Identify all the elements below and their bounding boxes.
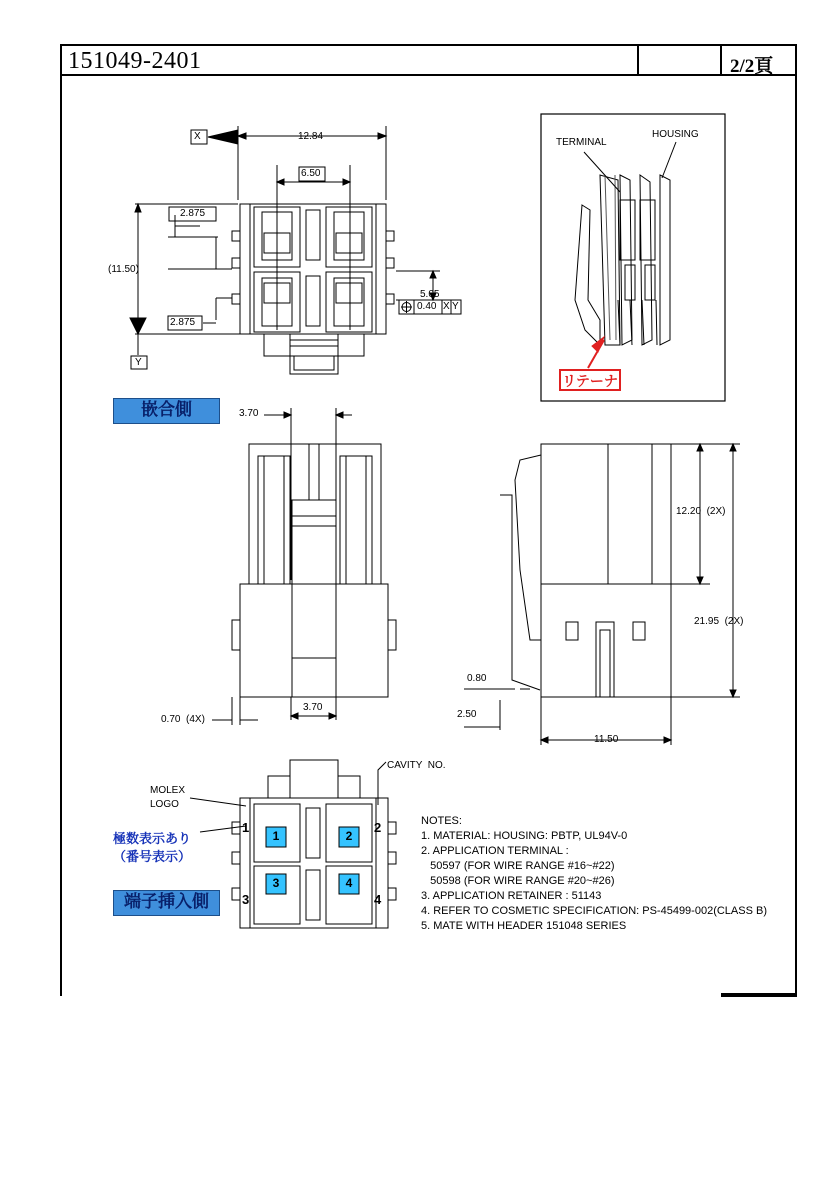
tolerance-ref-y: Y (452, 301, 459, 312)
dim-offset-bottom: 2.875 (170, 317, 196, 328)
datum-y-label: Y (135, 357, 142, 368)
side-dim-080: 0.80 (467, 673, 487, 684)
dim-offset-top: 2.875 (180, 208, 206, 219)
mating-side-badge: 嵌合側 (113, 398, 220, 424)
front-view (212, 408, 396, 725)
side-dim-upper: 12.20 (2X) (676, 506, 726, 517)
page-number: 2/2頁 (730, 56, 774, 77)
cavity-no-label: CAVITY NO. (387, 760, 446, 771)
dim-pitch-v: 5.05 (420, 289, 440, 300)
note-item: 50597 (FOR WIRE RANGE #16~#22) (421, 860, 615, 872)
number-note: （番号表示） (113, 850, 192, 865)
part-number: 151049-2401 (68, 48, 202, 74)
top-view (130, 126, 461, 374)
note-item: 2. APPLICATION TERMINAL : (421, 845, 569, 857)
note-item: 3. APPLICATION RETAINER : 51143 (421, 890, 602, 902)
tolerance-ref-x: X (443, 301, 450, 312)
pin-label-2: 2 (374, 820, 382, 835)
pin-label-4: 4 (374, 892, 382, 907)
note-item: 1. MATERIAL: HOUSING: PBTP, UL94V-0 (421, 830, 628, 842)
dim-pitch-h: 6.50 (301, 168, 321, 179)
pin-label-3: 3 (242, 892, 250, 907)
tolerance-value: 0.40 (417, 301, 437, 312)
front-dim-top: 3.70 (239, 408, 259, 419)
note-item: 50598 (FOR WIRE RANGE #20~#26) (421, 875, 615, 887)
notes-block (421, 814, 767, 934)
section-view (541, 114, 725, 401)
polarity-note: 極数表示あり (113, 832, 192, 847)
dim-width: 12.84 (298, 131, 324, 142)
cavity-number-2: 2 (345, 829, 353, 843)
dim-height: (11.50) (108, 264, 139, 275)
note-item: 5. MATE WITH HEADER 151048 SERIES (421, 920, 627, 932)
side-dim-250: 2.50 (457, 709, 477, 720)
front-dim-side: 0.70 (4X) (161, 714, 205, 725)
cavity-number-1: 1 (272, 829, 280, 843)
front-dim-bottom: 3.70 (303, 702, 323, 713)
side-view (464, 444, 740, 745)
cavity-number-3: 3 (272, 876, 280, 890)
terminal-side-badge: 端子挿入側 (113, 890, 220, 916)
cavity-number-4: 4 (345, 876, 353, 890)
note-item: 4. REFER TO COSMETIC SPECIFICATION: PS-45499-002(CLASS B) (421, 905, 767, 917)
rear-view (190, 760, 396, 928)
side-dim-width: 11.50 (594, 734, 619, 745)
pin-label-1: 1 (242, 820, 250, 835)
notes-heading: NOTES: (421, 815, 462, 827)
datum-x-label: X (194, 131, 201, 142)
retainer-label: リテーナ (559, 369, 621, 391)
molex-logo-label: MOLEX LOGO (150, 785, 186, 810)
housing-label: HOUSING (652, 129, 699, 140)
terminal-label: TERMINAL (556, 137, 607, 148)
side-dim-total: 21.95 (2X) (694, 616, 744, 627)
